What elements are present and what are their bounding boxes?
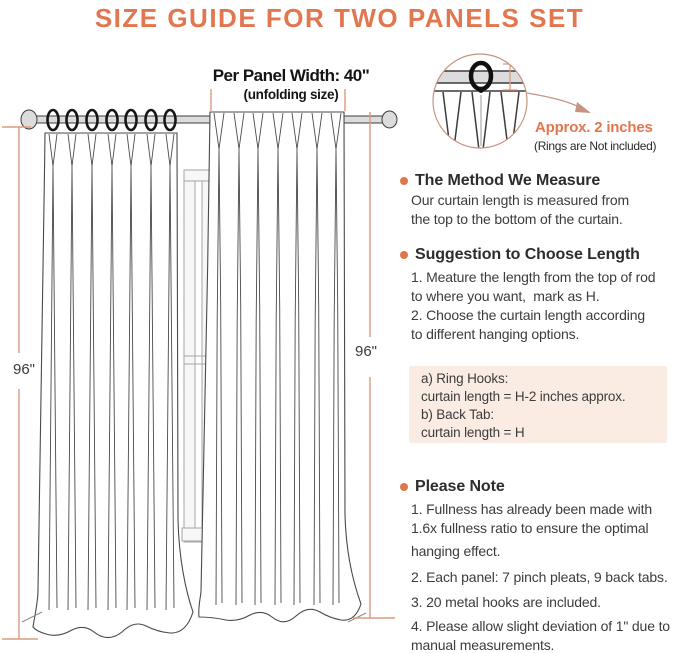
note-item1-line: 1. Fullness has already been made with bbox=[411, 501, 652, 517]
page-title: SIZE GUIDE FOR TWO PANELS SET bbox=[94, 3, 585, 33]
option-ring-hooks-formula: curtain length = H-2 inches approx. bbox=[421, 389, 626, 404]
section-bullet-icon bbox=[400, 251, 408, 259]
note-item4-line: manual measurements. bbox=[411, 637, 555, 653]
left-height-label: 96" bbox=[12, 361, 35, 378]
note-item1-line: 1.6x fullness ratio to ensure the optimal bbox=[411, 520, 649, 536]
option-back-tab-formula: curtain length = H bbox=[421, 425, 525, 440]
option-back-tab-label: b) Back Tab: bbox=[421, 407, 494, 422]
rings-not-included-note: (Rings are Not included) bbox=[534, 139, 657, 153]
method-heading: The Method We Measure bbox=[415, 172, 601, 189]
panel-width-sublabel: (unfolding size) bbox=[243, 87, 339, 102]
suggestion-step1-line: to where you want, mark as H. bbox=[411, 288, 600, 304]
suggestion-step1-line: 1. Meature the length from the top of rod bbox=[411, 269, 656, 285]
option-ring-hooks-label: a) Ring Hooks: bbox=[421, 371, 509, 386]
section-bullet-icon bbox=[400, 177, 408, 185]
suggestion-step2-line: 2. Choose the curtain length according bbox=[411, 307, 646, 323]
left-panel bbox=[33, 133, 193, 638]
suggestion-step2-line: to different hanging options. bbox=[411, 326, 580, 342]
note-item1-line: hanging effect. bbox=[411, 543, 501, 559]
section-bullet-icon bbox=[400, 483, 408, 491]
right-panel bbox=[199, 112, 361, 622]
method-line: the top to the bottom of the curtain. bbox=[411, 211, 623, 227]
inset-arrow bbox=[527, 93, 581, 108]
method-line: Our curtain length is measured from bbox=[411, 192, 630, 208]
suggestion-heading: Suggestion to Choose Length bbox=[415, 246, 640, 263]
note-item2-line: 2. Each panel: 7 pinch pleats, 9 back tabs. bbox=[411, 569, 668, 585]
note-item4-line: 4. Please allow slight deviation of 1" due to bbox=[411, 618, 670, 634]
panel-width-label: Per Panel Width: 40" bbox=[212, 66, 370, 85]
approx-two-inches-label: Approx. 2 inches bbox=[535, 119, 653, 136]
inset-arrowhead bbox=[575, 102, 591, 113]
note-item3-line: 3. 20 metal hooks are included. bbox=[411, 594, 601, 610]
right-height-label: 96" bbox=[354, 343, 377, 360]
note-heading: Please Note bbox=[415, 478, 505, 495]
